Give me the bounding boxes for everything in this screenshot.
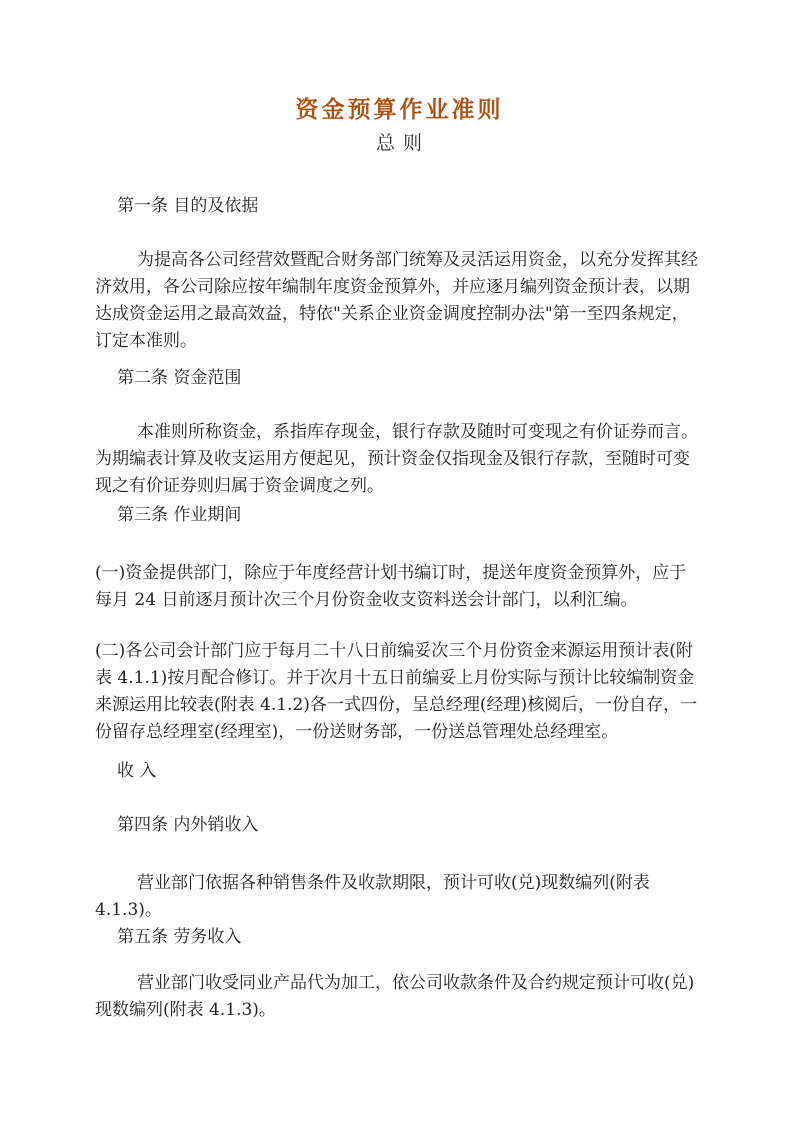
paragraph: 为提高各公司经营效暨配合财务部门统筹及灵活运用资金，以充分发挥其经济效用，各公司除应按年编制年度资金预算外，并应逐月编列资金预计表，以期达成资金运用之最高效益，特依"关系企业资金调度控制办法"第一至四条规定，订定本准则。 <box>95 250 698 351</box>
paragraph: (二)各公司会计部门应于每月二十八日前编妥次三个月份资金来源运用预计表(附表 4.1.1)按月配合修订。并于次月十五日前编妥上月份实际与预计比较编制资金来源运用比较表(附表 4.1.2)各一式四份，呈总经理(经理)核阅后，一份自存，一份留存总经理室(经理室)，一份送财务部，一份送总管理处总经理室。 <box>95 641 698 742</box>
section-heading: 第一条 目的及依据 <box>117 196 259 216</box>
section-heading: 第二条 资金范围 <box>117 368 242 388</box>
document-subtitle: 总 则 <box>375 132 424 154</box>
section-heading: 收 入 <box>117 761 157 781</box>
section-heading: 第三条 作业期间 <box>117 505 242 525</box>
paragraph: 营业部门收受同业产品代为加工，依公司收款条件及合约规定预计可收(兑)现数编列(附表 4.1.3)。 <box>95 973 695 1020</box>
paragraph: (一)资金提供部门，除应于年度经营计划书编订时，提送年度资金预算外，应于每月 24 日前逐月预计次三个月份资金收支资料送会计部门，以利汇编。 <box>95 563 687 610</box>
document-title: 资金预算作业准则 <box>295 96 504 123</box>
paragraph: 营业部门依据各种销售条件及收款期限，预计可收(兑)现数编列(附表 4.1.3)。 <box>95 873 650 920</box>
document-body <box>95 193 699 1024</box>
paragraph: 本准则所称资金，系指库存现金，银行存款及随时可变现之有价证券而言。为期编表计算及收支运用方便起见，预计资金仅指现金及银行存款，至随时可变现之有价证券则归属于资金调度之列。 <box>95 422 698 496</box>
section-heading: 第五条 劳务收入 <box>117 927 242 947</box>
section-heading: 第四条 内外销收入 <box>117 815 259 835</box>
